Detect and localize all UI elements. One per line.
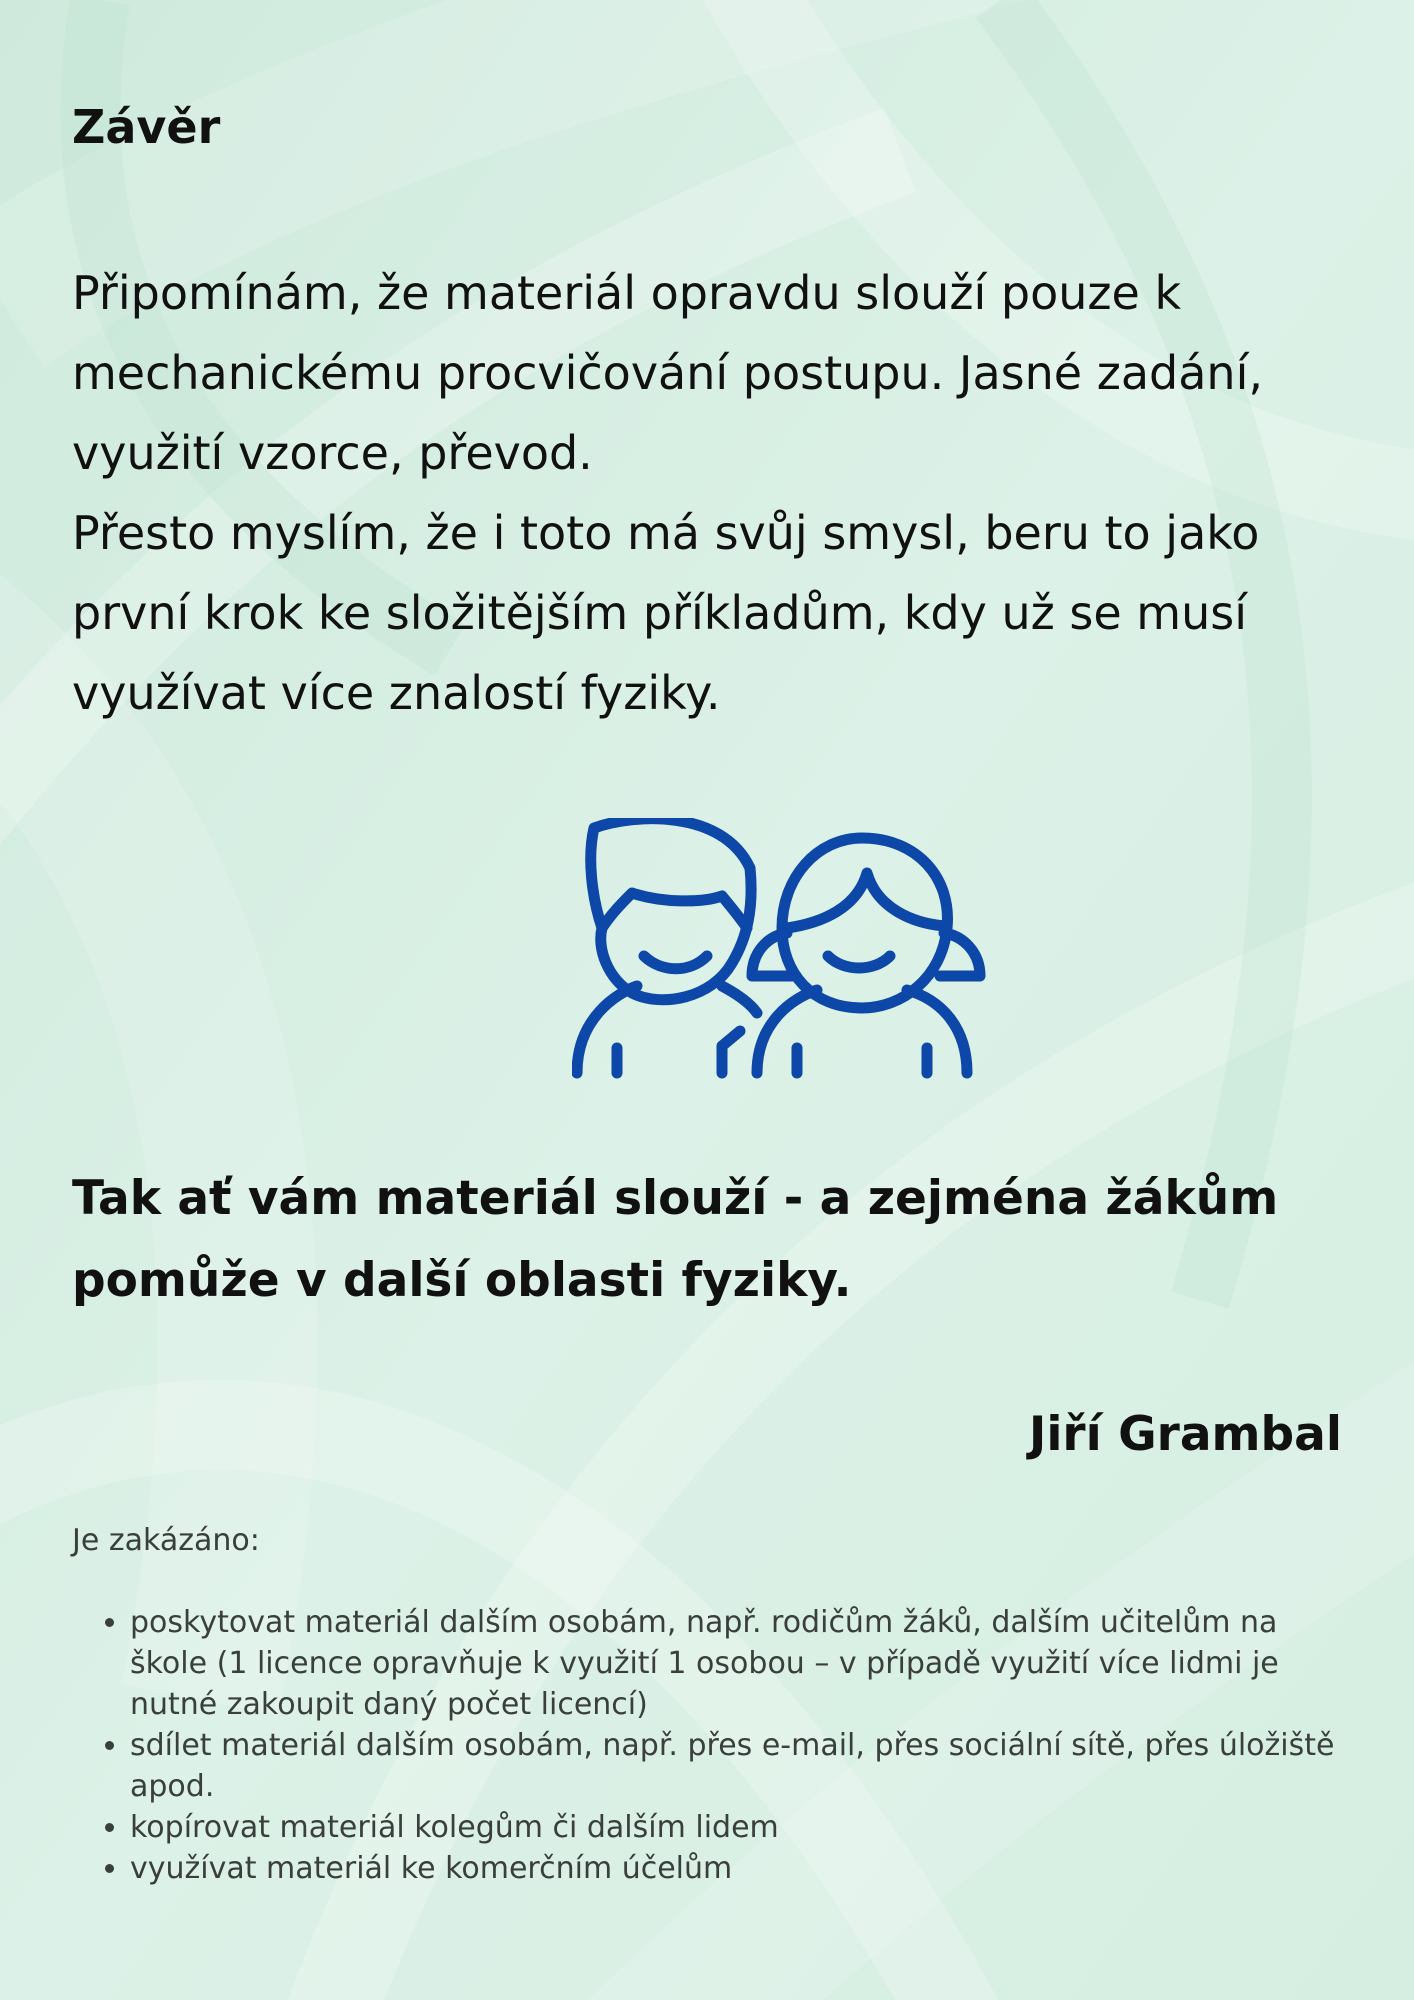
section-title: Závěr bbox=[72, 100, 221, 154]
conclusion-paragraph bbox=[72, 253, 1342, 733]
list-item: • sdílet materiál dalším osobám, např. přes e-mail, přes sociální sítě, přes úložiště apod. bbox=[130, 1725, 1342, 1807]
closing-line: Tak ať vám materiál slouží - a zejména žákům bbox=[72, 1171, 1279, 1226]
paragraph-line: využívat více znalostí fyziky. bbox=[72, 666, 721, 720]
closing-statement bbox=[72, 1158, 1342, 1322]
paragraph-line: Připomínám, že materiál opravdu slouží pouze k bbox=[72, 266, 1182, 320]
author-signature: Jiří Grambal bbox=[1028, 1407, 1342, 1462]
children-icon bbox=[572, 818, 992, 1083]
list-item: • kopírovat materiál kolegům či dalším lidem bbox=[130, 1807, 1342, 1848]
paragraph-line: první krok ke složitějším příkladům, kdy už se musí bbox=[72, 586, 1247, 640]
list-item: • využívat materiál ke komerčním účelům bbox=[130, 1848, 1342, 1889]
list-item: • poskytovat materiál dalším osobám, např. rodičům žáků, dalším učitelům na škole (1 licence opravňuje k využití 1 osobou – v případě využití více lidmi je nutné zakoupit daný počet licencí) bbox=[130, 1602, 1342, 1725]
paragraph-line: mechanickému procvičování postupu. Jasné zadání, bbox=[72, 346, 1263, 400]
restrictions-list bbox=[72, 1602, 1342, 1889]
restrictions-heading: Je zakázáno: bbox=[72, 1523, 260, 1558]
paragraph-line: využití vzorce, převod. bbox=[72, 426, 593, 480]
paragraph-line: Přesto myslím, že i toto má svůj smysl, beru to jako bbox=[72, 506, 1260, 560]
closing-line: pomůže v další oblasti fyziky. bbox=[72, 1253, 852, 1308]
license-restrictions bbox=[72, 1520, 1342, 1889]
